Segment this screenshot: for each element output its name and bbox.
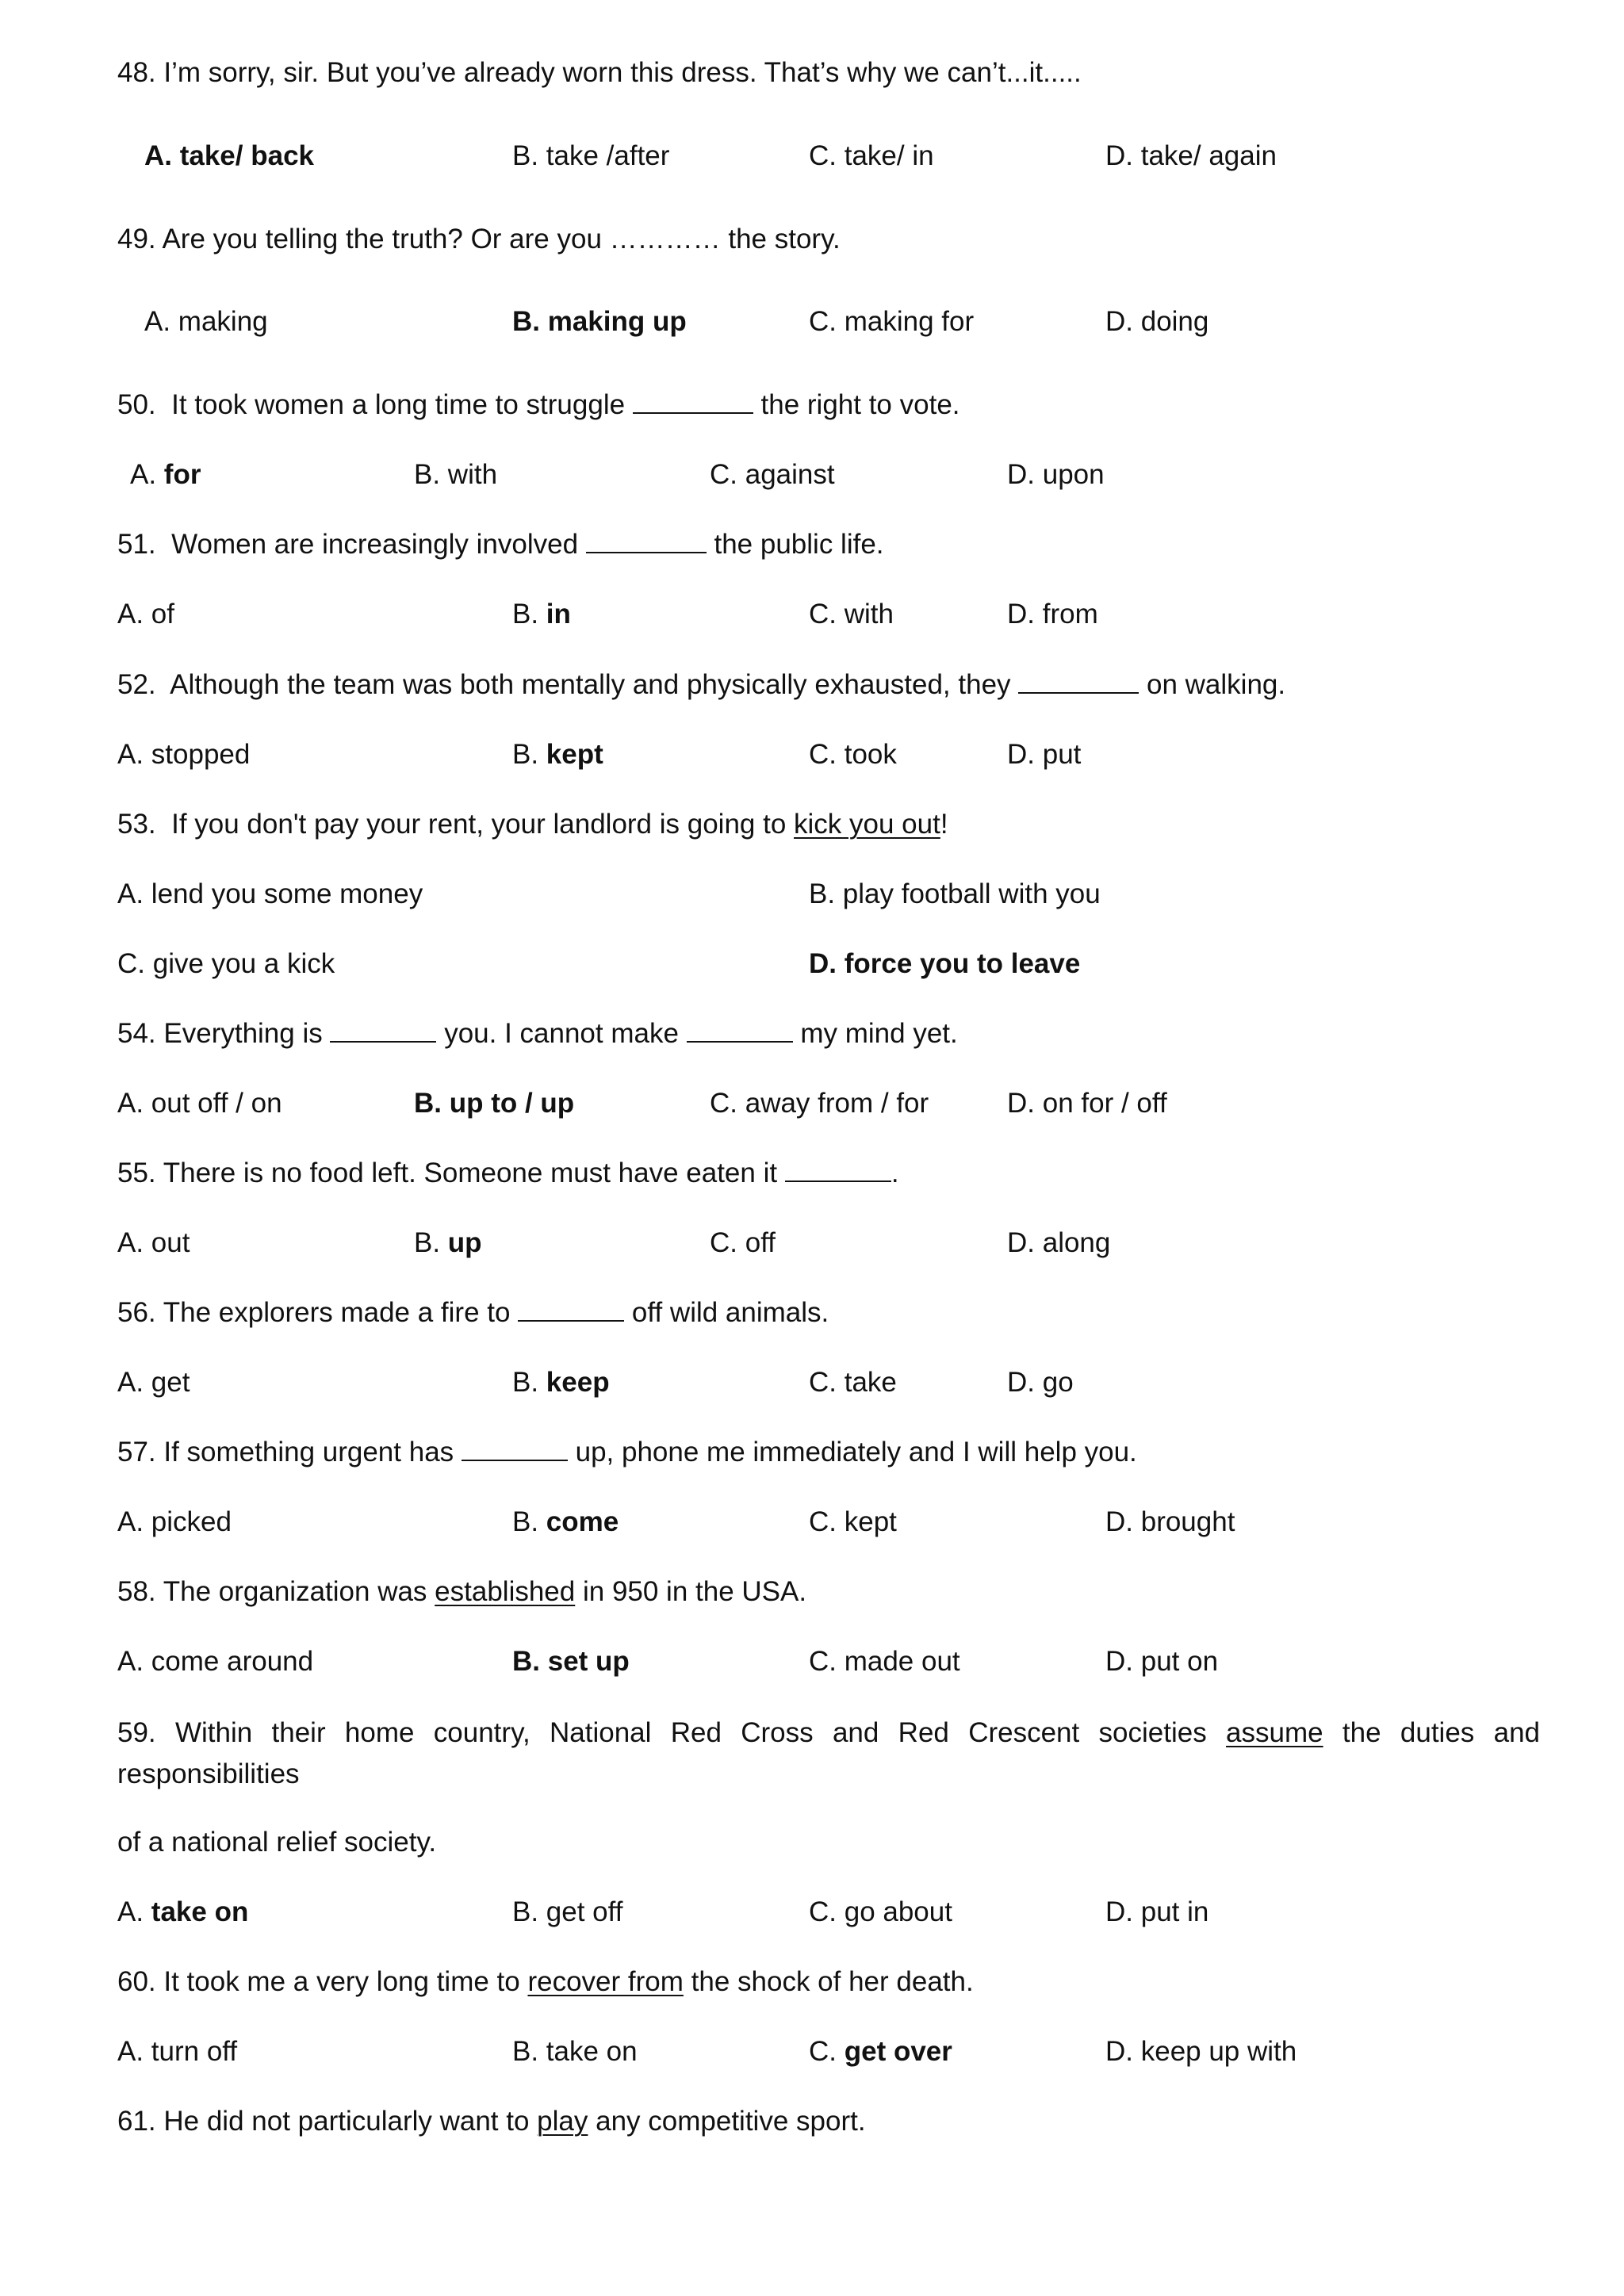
answer-blank: [1018, 668, 1139, 694]
q60-option-b[interactable]: B. take on: [512, 2036, 638, 2067]
q48-option-a[interactable]: A. take/ back: [144, 140, 314, 171]
q57-option-c[interactable]: C. kept: [809, 1506, 897, 1537]
question-56-stem: 56. The explorers made a fire to off wild animals.: [117, 1297, 829, 1328]
q52-option-d[interactable]: D. put: [1007, 739, 1082, 770]
q49-option-a[interactable]: A. making: [144, 306, 268, 337]
q48-option-c[interactable]: C. take/ in: [809, 140, 934, 171]
question-60-stem: 60. It took me a very long time to recover from the shock of her death.: [117, 1966, 974, 1997]
q53-option-a[interactable]: A. lend you some money: [117, 878, 423, 909]
q51-option-a[interactable]: A. of: [117, 599, 174, 629]
q52-option-a[interactable]: A. stopped: [117, 739, 251, 770]
q51-option-b[interactable]: B. in: [512, 599, 571, 629]
q57-option-a[interactable]: A. picked: [117, 1506, 232, 1537]
q60-option-c[interactable]: C. get over: [809, 2036, 952, 2067]
q57-option-b[interactable]: B. come: [512, 1506, 619, 1537]
answer-blank: [586, 528, 707, 553]
q56-option-b[interactable]: B. keep: [512, 1367, 610, 1398]
q50-option-b[interactable]: B. with: [414, 459, 498, 490]
q59-option-a[interactable]: A. take on: [117, 1896, 249, 1927]
question-51-stem: 51. Women are increasingly involved the public life.: [117, 529, 884, 560]
q58-option-b[interactable]: B. set up: [512, 1646, 630, 1677]
q48-option-d[interactable]: D. take/ again: [1105, 140, 1277, 171]
q49-option-d[interactable]: D. doing: [1105, 306, 1209, 337]
q55-option-a[interactable]: A. out: [117, 1227, 190, 1258]
answer-blank: [462, 1436, 568, 1461]
q50-option-a[interactable]: A. for: [130, 459, 201, 490]
q53-option-b[interactable]: B. play football with you: [809, 878, 1101, 909]
q54-option-d[interactable]: D. on for / off: [1007, 1088, 1167, 1119]
q54-option-a[interactable]: A. out off / on: [117, 1088, 282, 1119]
question-59-stem-line2: responsibilities: [117, 1758, 300, 1789]
q49-option-c[interactable]: C. making for: [809, 306, 975, 337]
answer-blank: [518, 1296, 624, 1322]
question-57-stem: 57. If something urgent has up, phone me immediately and I will help you.: [117, 1437, 1137, 1468]
q59-option-b[interactable]: B. get off: [512, 1896, 623, 1927]
q55-option-d[interactable]: D. along: [1007, 1227, 1111, 1258]
q58-option-a[interactable]: A. come around: [117, 1646, 314, 1677]
q54-option-b[interactable]: B. up to / up: [414, 1088, 575, 1119]
q53-option-c[interactable]: C. give you a kick: [117, 948, 335, 979]
q60-option-d[interactable]: D. keep up with: [1105, 2036, 1297, 2067]
question-59-stem: 59. Within their home country, National Red Cross and Red Crescent societies assume the duties and: [117, 1717, 1540, 1748]
q57-option-d[interactable]: D. brought: [1105, 1506, 1235, 1537]
q55-option-c[interactable]: C. off: [710, 1227, 776, 1258]
question-49-stem: 49. Are you telling the truth? Or are you ………… the story.: [117, 224, 841, 254]
q54-option-c[interactable]: C. away from / for: [710, 1088, 929, 1119]
question-54-stem: 54. Everything is you. I cannot make my mind yet.: [117, 1018, 958, 1049]
q59-option-c[interactable]: C. go about: [809, 1896, 952, 1927]
q55-option-b[interactable]: B. up: [414, 1227, 482, 1258]
question-50-stem: 50. It took women a long time to struggle the right to vote.: [117, 389, 960, 420]
q59-option-d[interactable]: D. put in: [1105, 1896, 1209, 1927]
question-58-stem: 58. The organization was established in 950 in the USA.: [117, 1576, 807, 1607]
question-52-stem: 52. Although the team was both mentally and physically exhausted, they on walking.: [117, 669, 1286, 700]
answer-blank: [633, 388, 753, 414]
question-53-stem: 53. If you don't pay your rent, your landlord is going to kick you out!: [117, 809, 948, 840]
question-48-stem: 48. I’m sorry, sir. But you’ve already worn this dress. That’s why we can’t...it.....: [117, 57, 1082, 88]
q56-option-c[interactable]: C. take: [809, 1367, 897, 1398]
q52-option-c[interactable]: C. took: [809, 739, 897, 770]
q58-option-d[interactable]: D. put on: [1105, 1646, 1219, 1677]
q48-option-b[interactable]: B. take /after: [512, 140, 670, 171]
answer-blank: [687, 1017, 793, 1043]
q60-option-a[interactable]: A. turn off: [117, 2036, 238, 2067]
q49-option-b[interactable]: B. making up: [512, 306, 687, 337]
q51-option-c[interactable]: C. with: [809, 599, 894, 629]
question-59-stem-line3: of a national relief society.: [117, 1827, 437, 1858]
q56-option-d[interactable]: D. go: [1007, 1367, 1074, 1398]
q50-option-c[interactable]: C. against: [710, 459, 835, 490]
q56-option-a[interactable]: A. get: [117, 1367, 190, 1398]
q50-option-d[interactable]: D. upon: [1007, 459, 1105, 490]
q52-option-b[interactable]: B. kept: [512, 739, 603, 770]
question-55-stem: 55. There is no food left. Someone must have eaten it .: [117, 1158, 899, 1188]
q51-option-d[interactable]: D. from: [1007, 599, 1098, 629]
answer-blank: [785, 1157, 891, 1182]
q58-option-c[interactable]: C. made out: [809, 1646, 960, 1677]
answer-blank: [330, 1017, 436, 1043]
question-61-stem: 61. He did not particularly want to play any competitive sport.: [117, 2106, 866, 2137]
q53-option-d[interactable]: D. force you to leave: [809, 948, 1081, 979]
